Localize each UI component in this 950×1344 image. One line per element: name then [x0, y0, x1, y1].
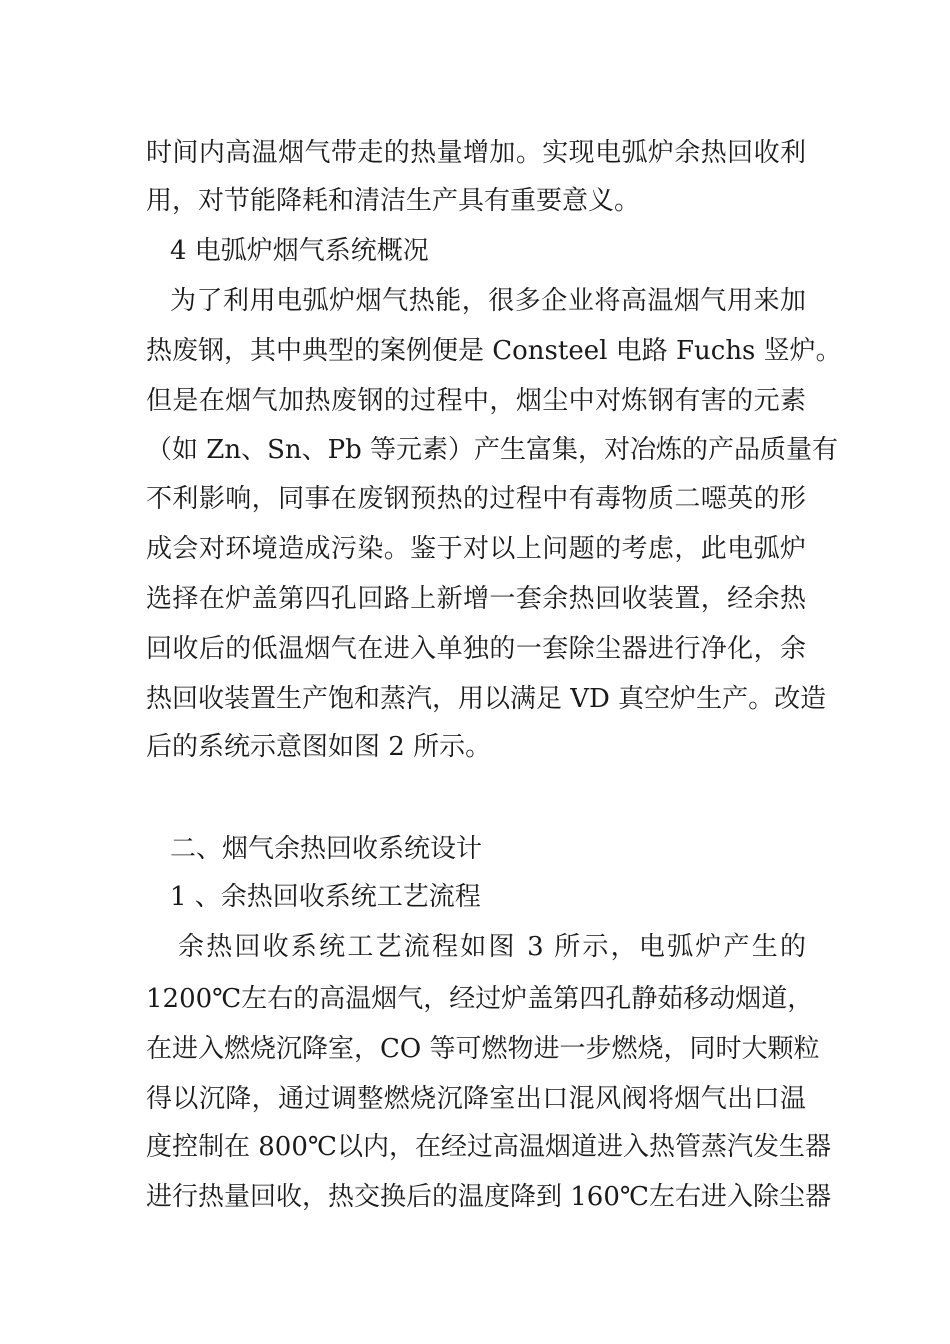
paragraph-line: 时间内高温烟气带走的热量增加。实现电弧炉余热回收利 — [146, 138, 806, 168]
paragraph-line: 不利影响，同事在废钢预热的过程中有毒物质二噁英的形 — [146, 484, 806, 514]
paragraph-line: 进行热量回收，热交换后的温度降到 160℃左右进入除尘器 — [146, 1182, 831, 1212]
paragraph-line: 余热回收系统工艺流程如图 3 所示，电弧炉产生的 — [178, 932, 806, 962]
paragraph-line: 得以沉降，通过调整燃烧沉降室出口混风阀将烟气出口温 — [146, 1084, 806, 1114]
paragraph-line: 1200℃左右的高温烟气，经过炉盖第四孔静茹移动烟道， — [146, 984, 814, 1014]
paragraph-line: 热回收装置生产饱和蒸汽，用以满足 VD 真空炉生产。改造 — [146, 684, 827, 714]
paragraph-line: 为了利用电弧炉烟气热能，很多企业将高温烟气用来加 — [170, 286, 806, 316]
paragraph-line: 在进入燃烧沉降室，CO 等可燃物进一步燃烧，同时大颗粒 — [146, 1034, 820, 1064]
paragraph-line: 热废钢，其中典型的案例便是 Consteel 电路 Fuchs 竖炉。 — [146, 336, 842, 366]
subsection-title: 1 、余热回收系统工艺流程 — [170, 882, 481, 912]
section-heading: 4 电弧炉烟气系统概况 — [170, 236, 429, 266]
paragraph-line: 回收后的低温烟气在进入单独的一套除尘器进行净化，余 — [146, 634, 806, 664]
paragraph-line: 但是在烟气加热废钢的过程中，烟尘中对炼钢有害的元素 — [146, 386, 806, 416]
paragraph-line: 选择在炉盖第四孔回路上新增一套余热回收装置，经余热 — [146, 584, 806, 614]
paragraph-line: 后的系统示意图如图 2 所示。 — [146, 732, 492, 762]
paragraph-line: （如 Zn、Sn、Pb 等元素）产生富集，对冶炼的产品质量有 — [146, 435, 839, 465]
paragraph-line: 成会对环境造成污染。鉴于对以上问题的考虑，此电弧炉 — [146, 534, 806, 564]
paragraph-line: 度控制在 800℃以内，在经过高温烟道进入热管蒸汽发生器 — [146, 1132, 831, 1162]
section-title: 二、烟气余热回收系统设计 — [170, 834, 483, 864]
paragraph-line: 用，对节能降耗和清洁生产具有重要意义。 — [146, 186, 641, 216]
